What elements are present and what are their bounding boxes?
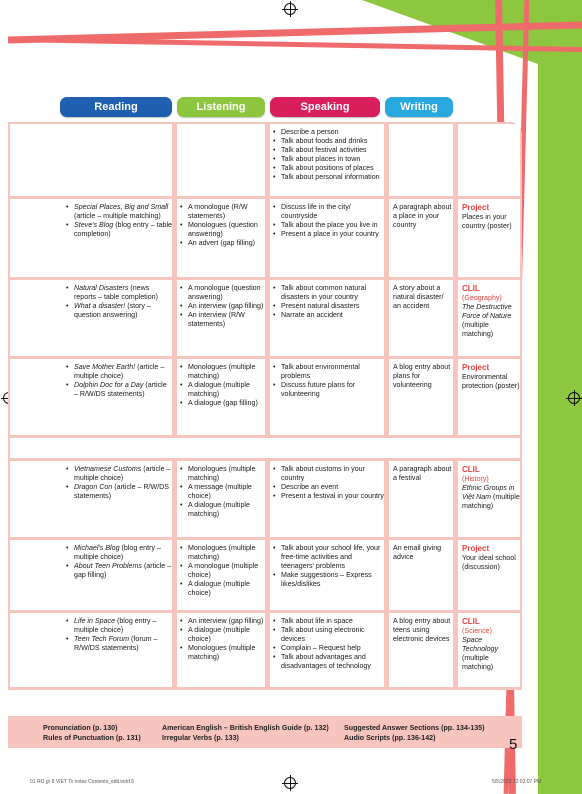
cell-reading	[10, 280, 172, 356]
extra-type: CLIL	[462, 617, 480, 626]
listening-list	[177, 203, 265, 248]
speaking-item: • Talk about customs in your country	[281, 465, 384, 483]
extra-body: Your ideal school (discussion)	[462, 554, 516, 571]
cell-reading	[10, 540, 172, 610]
cell-writing	[389, 124, 453, 196]
cell-listening	[177, 124, 265, 196]
listening-item: • Monologues (question answering)	[188, 221, 265, 239]
speaking-item: • Talk about using electronic devices	[281, 626, 384, 644]
listening-item: • A dialogue (gap filling)	[188, 399, 265, 408]
speaking-item: • Make suggestions – Express likes/dislikes	[281, 571, 384, 589]
speaking-item: • Talk about life in space	[281, 617, 384, 626]
speaking-list	[270, 465, 384, 501]
footer-american-english: American English – British English Guide (p. 132)	[162, 724, 329, 732]
cell-writing	[389, 199, 453, 277]
speaking-item: • Talk about positions of places	[281, 164, 384, 173]
cell-writing	[389, 359, 453, 435]
cell-writing	[389, 540, 453, 610]
cell-reading	[10, 359, 172, 435]
extra-type: Project	[462, 363, 490, 372]
reading-list	[10, 203, 172, 239]
footer-panel	[8, 716, 522, 748]
listening-item: • A dialogue (multiple matching)	[188, 381, 265, 399]
cell-listening	[177, 613, 265, 687]
reading-item: • Dragon Con (article – R/W/DS statements)	[74, 483, 172, 501]
spacer-row	[10, 438, 520, 458]
extra-type: CLIL	[462, 284, 480, 293]
speaking-item: • Present a place in your country	[281, 230, 384, 239]
cell-extra	[458, 280, 520, 356]
listening-item: • A dialogue (multiple choice)	[188, 580, 265, 598]
green-top-band	[362, 0, 582, 80]
listening-item: • A monologue (question answering)	[188, 284, 265, 302]
cell-extra	[458, 359, 520, 435]
reading-item: • Steve's Blog (blog entry – table completion)	[74, 221, 172, 239]
header-listening: Listening	[177, 97, 265, 117]
reading-item: • Save Mother Earth! (article – multiple choice)	[74, 363, 172, 381]
footer-suggested-answers: Suggested Answer Sections (pp. 134-135)	[344, 724, 485, 732]
speaking-list	[270, 544, 384, 589]
extra-type: Project	[462, 203, 490, 212]
footer-audio-scripts: Audio Scripts (pp. 136-142)	[344, 734, 436, 742]
cell-reading	[10, 461, 172, 537]
cell-extra	[458, 613, 520, 687]
header-speaking: Speaking	[270, 97, 380, 117]
extra-body: Environmental protection (poster)	[462, 373, 520, 390]
listening-item: • An advert (gap filling)	[188, 239, 265, 248]
reading-item: • Vietnamese Customs (article – multiple choice)	[74, 465, 172, 483]
reading-item: • What a disaster! (story – question answering)	[74, 302, 172, 320]
writing-text: A paragraph about a place in your country	[393, 203, 452, 229]
speaking-item: • Discuss future plans for volunteering	[281, 381, 384, 399]
clil-title: The Destructive Force of Nature	[462, 303, 512, 320]
reading-item: • Special Places, Big and Small (article – multiple matching)	[74, 203, 172, 221]
reading-title: What a disaster!	[74, 302, 126, 310]
cell-listening	[177, 359, 265, 435]
reading-title: Life in Space	[74, 617, 116, 625]
speaking-list	[270, 203, 384, 239]
reading-title: Natural Disasters	[74, 284, 129, 292]
speaking-item: • Describe an event	[281, 483, 384, 492]
extra-body: Ethnic Groups in Việt Nam (multiple matching)	[462, 484, 520, 510]
listening-item: • An interview (gap filling)	[188, 302, 265, 311]
cell-speaking	[270, 461, 384, 537]
reading-list	[10, 363, 172, 399]
speaking-item: • Present natural disasters	[281, 302, 384, 311]
speaking-item: • Present a festival in your country	[281, 492, 384, 501]
speaking-item: • Talk about the place you live in	[281, 221, 384, 230]
speaking-item: • Narrate an accident	[281, 311, 384, 320]
clil-title: Space Technology	[462, 636, 499, 653]
slug-file: 01 RO gr 8 VIET Ts notes Contents_edit.indd 5	[30, 779, 135, 785]
writing-text: A paragraph about a festival	[393, 465, 452, 482]
writing-text: A story about a natural disaster/ an accident	[393, 284, 444, 310]
reading-title: Dolphin Doc for a Day	[74, 381, 144, 389]
writing-text: An email giving advice	[393, 544, 442, 561]
header-reading: Reading	[60, 97, 172, 117]
speaking-list	[270, 363, 384, 399]
cell-speaking	[270, 359, 384, 435]
extra-subject: (History)	[462, 475, 489, 483]
speaking-item: • Complain – Request help	[281, 644, 384, 653]
slug-date: 5/5/2023 12:03:07 PM	[492, 779, 542, 785]
writing-text: A blog entry about plans for volunteering	[393, 363, 451, 389]
cell-writing	[389, 280, 453, 356]
reading-list	[10, 465, 172, 501]
listening-item: • Monologues (multiple matching)	[188, 644, 265, 662]
speaking-item: • Talk about your school life, your free-time activities and teenagers' problems	[281, 544, 384, 571]
reading-title: Special Places, Big and Small	[74, 203, 169, 211]
extra-body: Places in your country (poster)	[462, 213, 512, 230]
reading-item: • About Teen Problems (article – gap filling)	[74, 562, 172, 580]
clil-title: Ethnic Groups in Việt Nam	[462, 484, 515, 501]
footer-pronunciation: Pronunciation (p. 130)	[43, 724, 118, 732]
reading-title: About Teen Problems	[74, 562, 142, 570]
speaking-item: • Discuss life in the city/ countryside	[281, 203, 384, 221]
registration-mark-top	[284, 3, 296, 15]
footer-punctuation: Rules of Punctuation (p. 131)	[43, 734, 141, 742]
cell-extra	[458, 124, 520, 196]
registration-mark-bottom	[284, 777, 296, 789]
extra-body: Space Technology (multiple matching)	[462, 636, 499, 671]
cell-speaking	[270, 280, 384, 356]
reading-title: Michael's Blog	[74, 544, 120, 552]
listening-list	[177, 363, 265, 408]
extra-type: Project	[462, 544, 490, 553]
reading-title: Save Mother Earth!	[74, 363, 136, 371]
listening-item: • An interview (R/W statements)	[188, 311, 265, 329]
cell-extra	[458, 199, 520, 277]
listening-item: • A monologue (multiple choice)	[188, 562, 265, 580]
footer-irregular-verbs: Irregular Verbs (p. 133)	[162, 734, 239, 742]
listening-item: • A message (multiple choice)	[188, 483, 265, 501]
speaking-item: • Talk about advantages and disadvantages of technology	[281, 653, 384, 671]
listening-list	[177, 284, 265, 329]
extra-subject: (Science)	[462, 627, 492, 635]
listening-item: • A dialogue (multiple choice)	[188, 626, 265, 644]
extra-type: CLIL	[462, 465, 480, 474]
speaking-list	[270, 284, 384, 320]
listening-item: • A dialogue (multiple matching)	[188, 501, 265, 519]
speaking-item: • Talk about environmental problems	[281, 363, 384, 381]
cell-listening	[177, 461, 265, 537]
cell-reading	[10, 613, 172, 687]
reading-item: • Natural Disasters (news reports – table completion)	[74, 284, 172, 302]
cell-reading	[10, 199, 172, 277]
reading-title: Teen Tech Forum	[74, 635, 130, 643]
reading-item: • Teen Tech Forum (forum – R/W/DS statements)	[74, 635, 172, 653]
speaking-list	[270, 617, 384, 671]
cell-speaking	[270, 613, 384, 687]
reading-list	[10, 284, 172, 320]
speaking-item: • Describe a person	[281, 128, 384, 137]
speaking-item: • Talk about places in town	[281, 155, 384, 164]
speaking-list	[270, 128, 384, 182]
listening-item: • Monologues (multiple matching)	[188, 363, 265, 381]
cell-listening	[177, 199, 265, 277]
listening-list	[177, 617, 265, 662]
reading-item: • Dolphin Doc for a Day (article – R/W/DS statements)	[74, 381, 172, 399]
cell-reading	[10, 124, 172, 196]
registration-mark-right	[568, 392, 580, 404]
listening-list	[177, 465, 265, 519]
cell-speaking	[270, 199, 384, 277]
reading-title: Vietnamese Customs	[74, 465, 142, 473]
cell-listening	[177, 540, 265, 610]
extra-body: The Destructive Force of Nature (multiple matching)	[462, 303, 512, 338]
listening-item: • An interview (gap filling)	[188, 617, 265, 626]
reading-title: Steve's Blog	[74, 221, 114, 229]
cell-writing	[389, 461, 453, 537]
cell-speaking	[270, 124, 384, 196]
speaking-item: • Talk about personal information	[281, 173, 384, 182]
listening-list	[177, 544, 265, 598]
reading-item: • Michael's Blog (blog entry – multiple choice)	[74, 544, 172, 562]
reading-item: • Life in Space (blog entry – multiple choice)	[74, 617, 172, 635]
listening-item: • Monologues (multiple matching)	[188, 544, 265, 562]
extra-subject: (Geography)	[462, 294, 502, 302]
writing-text: A blog entry about teens using electronic devices	[393, 617, 451, 643]
speaking-item: • Talk about common natural disasters in your country	[281, 284, 384, 302]
speaking-item: • Talk about festival activities	[281, 146, 384, 155]
cell-extra	[458, 540, 520, 610]
listening-item: • A monologue (R/W statements)	[188, 203, 265, 221]
cell-extra	[458, 461, 520, 537]
reading-title: Dragon Con	[74, 483, 113, 491]
reading-list	[10, 544, 172, 580]
page-number: 5	[509, 736, 518, 753]
reading-list	[10, 617, 172, 653]
listening-item: • Monologues (multiple matching)	[188, 465, 265, 483]
speaking-item: • Talk about foods and drinks	[281, 137, 384, 146]
cell-speaking	[270, 540, 384, 610]
cell-writing	[389, 613, 453, 687]
cell-listening	[177, 280, 265, 356]
header-writing: Writing	[385, 97, 453, 117]
